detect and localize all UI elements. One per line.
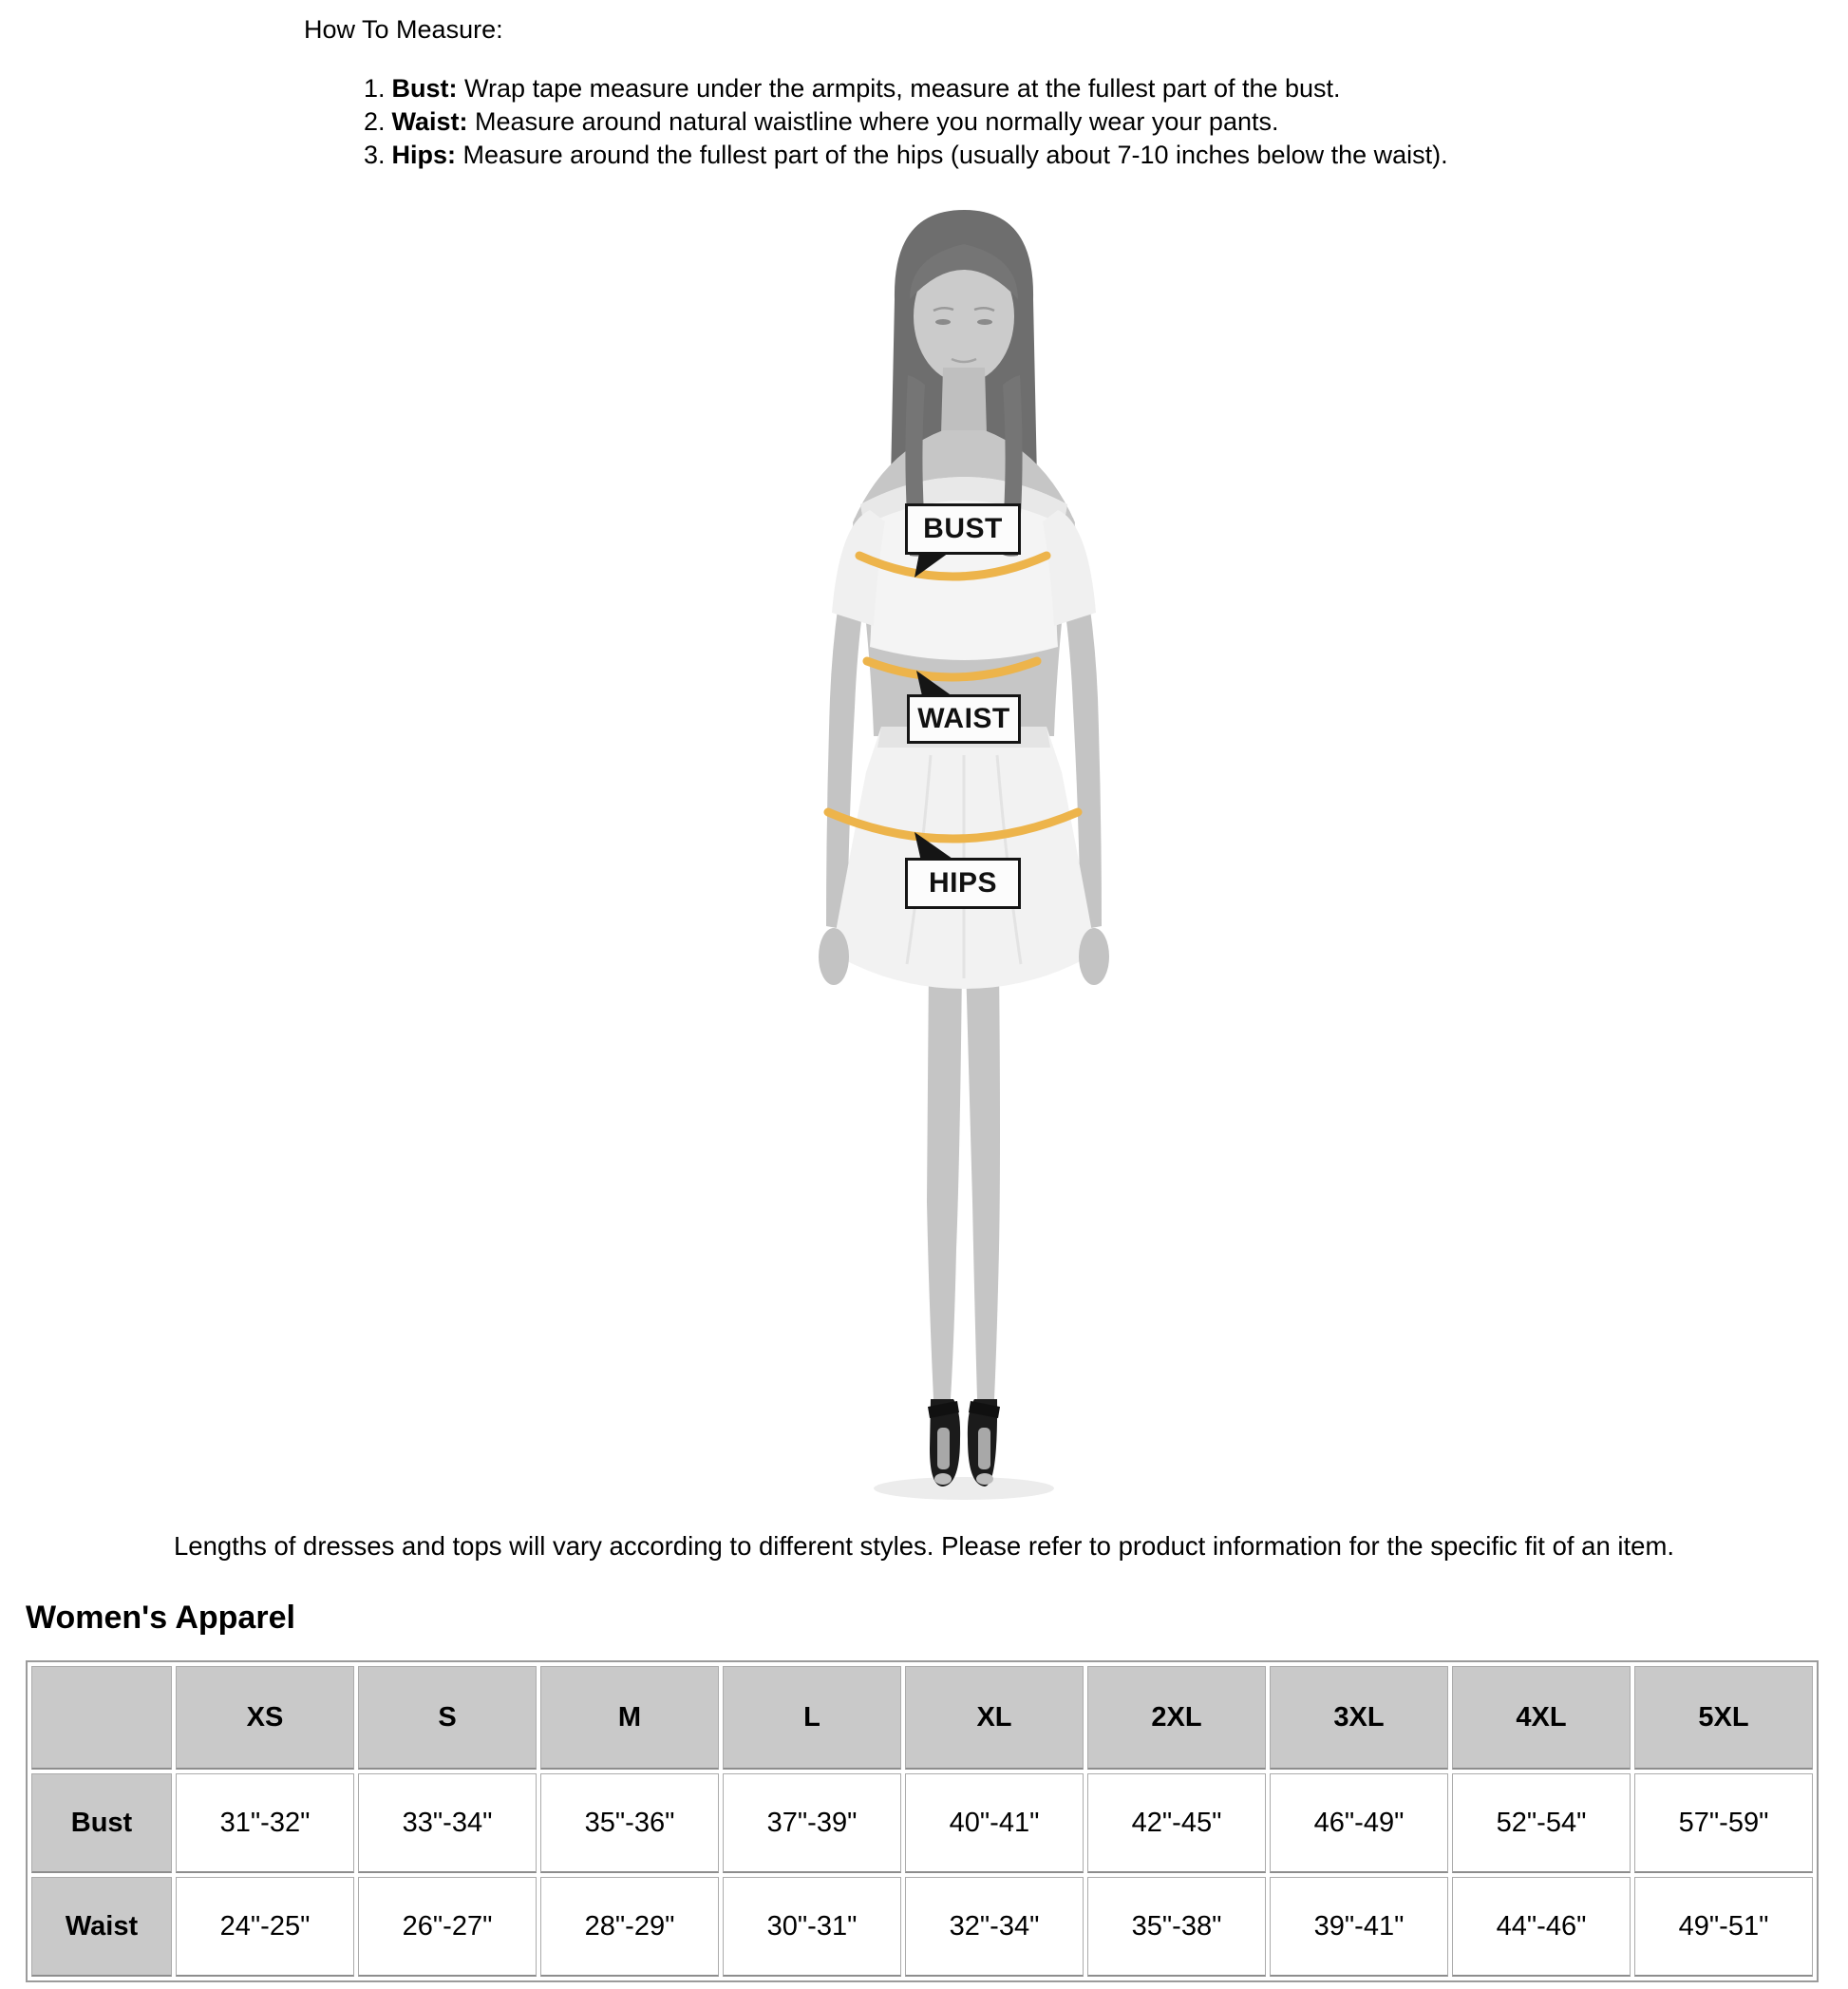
waist-value-xl: 32"-34" [905,1877,1084,1977]
bust-value-5xl: 57"-59" [1634,1773,1813,1873]
waist-value-s: 26"-27" [358,1877,537,1977]
model-shoe-chain-right [978,1428,990,1469]
instruction-waist [364,105,1448,139]
waist-value-5xl: 49"-51" [1634,1877,1813,1977]
bust-value-s: 33"-34" [358,1773,537,1873]
waist-label: WAIST [907,694,1021,744]
instruction-text: Measure around natural waistline where you normally wear your pants. [475,107,1279,136]
model-ground-shadow [874,1477,1054,1500]
model-eye-right [977,319,992,325]
size-header-2xl: 2XL [1087,1666,1266,1770]
row-label-bust: Bust [31,1773,172,1873]
size-header-row [31,1666,1813,1770]
instruction-text: Wrap tape measure under the armpits, measure at the fullest part of the bust. [464,74,1341,103]
waist-value-2xl: 35"-38" [1087,1877,1266,1977]
bust-value-2xl: 42"-45" [1087,1773,1266,1873]
model-leg-left [927,964,962,1399]
model-photo [741,204,1187,1507]
bust-value-4xl: 52"-54" [1452,1773,1631,1873]
instruction-text: Measure around the fullest part of the hips (usually about 7-10 inches below the waist). [462,141,1448,169]
size-chart-table [26,1660,1819,1982]
instruction-label: Bust: [391,74,458,103]
size-header-4xl: 4XL [1452,1666,1631,1770]
instruction-label: Hips: [391,141,457,169]
model-hand-left [819,928,849,985]
table-row-bust [31,1773,1813,1873]
model-eye-left [935,319,951,325]
bust-value-m: 35"-36" [540,1773,719,1873]
waist-value-m: 28"-29" [540,1877,719,1977]
bust-value-3xl: 46"-49" [1270,1773,1448,1873]
model-leg-right [966,964,1000,1399]
bust-value-l: 37"-39" [723,1773,901,1873]
bust-value-xs: 31"-32" [176,1773,354,1873]
waist-value-l: 30"-31" [723,1877,901,1977]
size-header-xs: XS [176,1666,354,1770]
model-shoe-toes-right [976,1473,993,1485]
model-neck [941,368,987,434]
model-shoe-chain-left [937,1428,950,1469]
instruction-hips [364,139,1448,172]
size-header-xl: XL [905,1666,1084,1770]
size-header-l: L [723,1666,901,1770]
measure-instructions [364,72,1448,172]
bust-label: BUST [905,503,1021,555]
instruction-label: Waist: [391,107,468,136]
size-header-m: M [540,1666,719,1770]
size-header-s: S [358,1666,537,1770]
size-header-empty [31,1666,172,1770]
instruction-bust [364,72,1448,105]
measurement-model-figure [741,204,1187,1507]
waist-value-4xl: 44"-46" [1452,1877,1631,1977]
table-row-waist [31,1877,1813,1977]
hips-label: HIPS [905,858,1021,909]
model-shoe-toes-left [934,1473,952,1485]
waist-value-3xl: 39"-41" [1270,1877,1448,1977]
row-label-waist: Waist [31,1877,172,1977]
length-note: Lengths of dresses and tops will vary according to different styles. Please refer to product information for the specific fit of an item. [173,1531,1674,1561]
instruction-number: 3. [364,141,386,169]
size-header-3xl: 3XL [1270,1666,1448,1770]
instruction-number: 1. [364,74,386,103]
model-hand-right [1079,928,1109,985]
instruction-number: 2. [364,107,386,136]
bust-value-xl: 40"-41" [905,1773,1084,1873]
waist-value-xs: 24"-25" [176,1877,354,1977]
how-to-measure-title: How To Measure: [304,15,503,44]
size-header-5xl: 5XL [1634,1666,1813,1770]
womens-apparel-title: Women's Apparel [26,1600,295,1636]
